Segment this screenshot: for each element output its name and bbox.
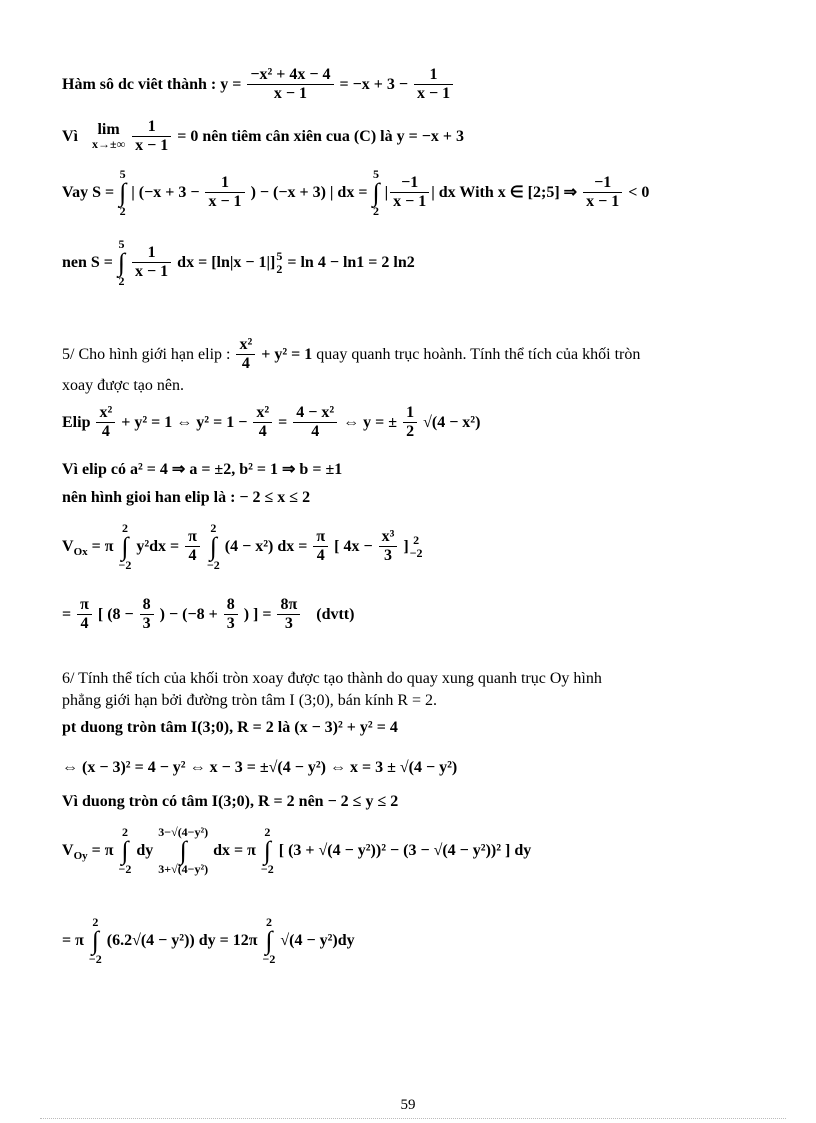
upper-limit: 2 [265, 915, 272, 929]
lower-limit: −2 [206, 557, 220, 572]
denominator: x − 1 [208, 193, 242, 211]
denominator: x − 1 [586, 193, 620, 211]
numerator: x² [96, 404, 115, 423]
text: 5/ Cho hình giới hạn elip : [62, 345, 231, 363]
integral-sign [372, 168, 379, 218]
integral-symbol: ∫ [179, 836, 187, 866]
integral-sign [207, 522, 220, 572]
lim-subscript: x→±∞ [92, 137, 126, 152]
subscript: Oy [73, 849, 88, 862]
volume-oy-line [62, 826, 531, 876]
integral-symbol: ∫ [121, 532, 129, 562]
text: V [62, 841, 74, 859]
denominator: 3 [284, 615, 293, 633]
ellipse-bounds-line: nên hình gioi han elip là : − 2 ≤ x ≤ 2 [62, 489, 311, 506]
integral-symbol: ∫ [119, 178, 127, 208]
text: √(4 − x²) [423, 413, 481, 431]
upper-limit: 2 [210, 521, 217, 535]
problem-6-statement: 6/ Tính thể tích của khối tròn xoay được tạo thành do quay xung quanh trục Oy hình [62, 670, 602, 687]
lower-limit: −2 [262, 951, 276, 966]
text: ) − (−x + 3) | dx = [250, 183, 368, 201]
numerator: −x² + 4x − 4 [247, 66, 333, 85]
problem-5-statement [62, 336, 640, 374]
text: = ln 4 − ln1 = 2 ln2 [287, 253, 415, 271]
numerator: x³ [379, 528, 398, 547]
abs-bar: | [431, 183, 435, 201]
text: quay quanh trục hoành. Tính thể tích của khối tròn [316, 345, 641, 363]
integral-sign [119, 522, 132, 572]
circle-solve-line: ⇔ (x − 3)² = 4 − y² ⇔ x − 3 = ±√(4 − y²) ⇔ x = 3 ± √(4 − y²) [62, 759, 458, 776]
lower-limit: −2 [88, 951, 102, 966]
text: ) ] = [243, 605, 272, 623]
text: = [62, 605, 72, 623]
asymptote-rewrite-line [62, 66, 455, 104]
text: [ (8 − [97, 605, 134, 623]
text: nen S = [62, 253, 113, 271]
text: dx With x ∈ [2;5] ⇒ [438, 183, 578, 201]
numerator: π [77, 596, 92, 615]
fraction [293, 404, 337, 442]
fraction [313, 528, 328, 566]
integral-symbol: ∫ [263, 836, 271, 866]
fraction [77, 596, 92, 634]
fraction [247, 66, 333, 104]
integral-sign [263, 916, 276, 966]
text: y²dx = [136, 537, 180, 555]
lower-limit: −2 [118, 557, 132, 572]
numerator: 8 [140, 596, 154, 615]
text: Hàm sô dc viêt thành : y = [62, 75, 242, 93]
numerator: 1 [132, 244, 171, 263]
text: Elip [62, 413, 91, 431]
lower-limit: 3+√(4−y²) [158, 861, 209, 876]
text: < 0 [628, 183, 650, 201]
numerator: 1 [414, 66, 453, 85]
lim-label: lim [97, 121, 120, 139]
fraction [403, 404, 417, 442]
integral-sign [119, 168, 126, 218]
fraction [414, 66, 453, 104]
integral-symbol: ∫ [372, 178, 380, 208]
text: ⇔ y = ± [343, 413, 398, 431]
upper-limit: 2 [121, 521, 128, 535]
denominator: 4 [316, 547, 325, 565]
numerator: 8π [277, 596, 300, 615]
numerator: 1 [403, 404, 417, 423]
fraction [379, 528, 398, 566]
lower-limit: −2 [409, 545, 423, 560]
upper-limit: 5 [118, 237, 125, 251]
numerator: x² [236, 336, 255, 355]
numerator: −1 [390, 174, 429, 193]
denominator: 3 [383, 547, 392, 565]
text: dx = π [213, 841, 256, 859]
denominator: x − 1 [393, 193, 427, 211]
fraction [140, 596, 154, 634]
lower-limit: −2 [260, 861, 274, 876]
upper-limit: 2 [264, 825, 271, 839]
denominator: 4 [241, 355, 250, 373]
problem-6-statement-cont: phẳng giới hạn bởi đường tròn tâm I (3;0), bán kính R = 2. [62, 692, 438, 709]
text: = [278, 413, 288, 431]
upper-limit: 5 [276, 248, 283, 263]
integral-sign [118, 238, 125, 288]
numerator: 1 [205, 174, 244, 193]
numerator: 4 − x² [293, 404, 337, 423]
equation: + y² = 1 [261, 345, 313, 363]
integral-sign [261, 826, 274, 876]
lower-limit: 2 [119, 203, 126, 218]
lower-limit: 2 [118, 273, 125, 288]
fraction [277, 596, 300, 634]
numerator: x² [253, 404, 272, 423]
integral-sign [158, 826, 208, 876]
upper-limit: 5 [119, 167, 126, 181]
numerator: 1 [132, 118, 171, 137]
integral-symbol: ∫ [209, 532, 217, 562]
numerator: π [185, 528, 200, 547]
text: = π [62, 931, 84, 949]
page-number: 59 [400, 1097, 416, 1113]
text: (4 − x²) dx = [224, 537, 308, 555]
denominator: 4 [258, 423, 267, 441]
area-integral-line [62, 168, 649, 218]
denominator: x − 1 [135, 263, 169, 281]
circle-equation-line: pt duong tròn tâm I(3;0), R = 2 là (x − 3)² + y² = 4 [62, 719, 398, 736]
fraction [253, 404, 272, 442]
lower-limit: −2 [118, 861, 132, 876]
numerator: π [313, 528, 328, 547]
bracket-limits [276, 250, 282, 276]
volume-ox-line [62, 522, 424, 572]
text: √(4 − y²)dy [280, 931, 355, 949]
text: (6.2√(4 − y²)) dy = 12π [106, 931, 258, 949]
fraction [96, 404, 115, 442]
circle-bounds-line: Vì duong tròn có tâm I(3;0), R = 2 nên − 2 ≤ y ≤ 2 [62, 793, 399, 810]
text: V [62, 537, 74, 555]
fraction [583, 174, 622, 212]
denominator: x − 1 [416, 85, 451, 103]
fraction [132, 118, 171, 156]
upper-limit: 5 [373, 167, 379, 181]
text: = 0 nên tiêm cân xiên cua (C) là y = −x + 3 [177, 127, 464, 145]
denominator: 2 [406, 423, 415, 441]
text: Vay S = [62, 183, 115, 201]
unit-label: (dvtt) [316, 605, 355, 623]
fraction [132, 244, 171, 282]
integral-symbol: ∫ [265, 926, 273, 956]
integral-symbol: ∫ [117, 248, 126, 278]
denominator: 4 [101, 423, 110, 441]
fraction [390, 174, 429, 212]
fraction [224, 596, 238, 634]
upper-limit: 2 [92, 915, 99, 929]
text: Vì [62, 127, 78, 145]
integral-symbol: ∫ [121, 836, 129, 866]
integral-sign [89, 916, 102, 966]
denominator: 4 [188, 547, 197, 565]
ellipse-equation-line [62, 404, 480, 442]
text: [ (3 + √(4 − y²))² − (3 − √(4 − y²))² ] dy [278, 841, 532, 859]
upper-limit: 2 [121, 825, 128, 839]
fraction [205, 174, 244, 212]
denominator: 3 [142, 615, 151, 633]
subscript: Ox [73, 545, 88, 558]
text: ] [403, 537, 409, 555]
text: dx = [ln|x − 1|] [177, 253, 276, 271]
abs-bar: | [384, 183, 389, 201]
lower-limit: 2 [373, 203, 379, 218]
integral-symbol: ∫ [91, 926, 99, 956]
ellipse-axes-line: Vì elip có a² = 4 ⇒ a = ±2, b² = 1 ⇒ b = ±1 [62, 461, 343, 478]
denominator: 4 [80, 615, 89, 633]
footer-divider [40, 1118, 786, 1119]
text: = −x + 3 − [339, 75, 408, 93]
denominator: x − 1 [135, 137, 169, 155]
numerator: −1 [583, 174, 622, 193]
problem-5-statement-cont: xoay được tạo nên. [62, 377, 184, 394]
text: + y² = 1 ⇔ y² = 1 − [121, 413, 248, 431]
text: = π [91, 537, 114, 555]
lower-limit: 2 [276, 261, 283, 276]
integral-sign [119, 826, 132, 876]
volume-ox-result-line [62, 596, 354, 634]
bracket-limits [410, 534, 423, 560]
text: = π [91, 841, 114, 859]
limit-line [62, 118, 464, 156]
numerator: 8 [224, 596, 238, 615]
fraction [236, 336, 255, 374]
text: [ 4x − [334, 537, 373, 555]
text: dy [136, 841, 154, 859]
text: ) − (−8 + [159, 605, 218, 623]
text: | (−x + 3 − [131, 183, 200, 201]
fraction [185, 528, 200, 566]
volume-oy-result-line [62, 916, 355, 966]
denominator: x − 1 [273, 85, 307, 103]
upper-limit: 2 [413, 532, 420, 547]
limit-expression [92, 122, 125, 151]
denominator: 3 [226, 615, 235, 633]
denominator: 4 [311, 423, 320, 441]
area-result-line [62, 238, 415, 288]
upper-limit: 3−√(4−y²) [158, 825, 209, 839]
